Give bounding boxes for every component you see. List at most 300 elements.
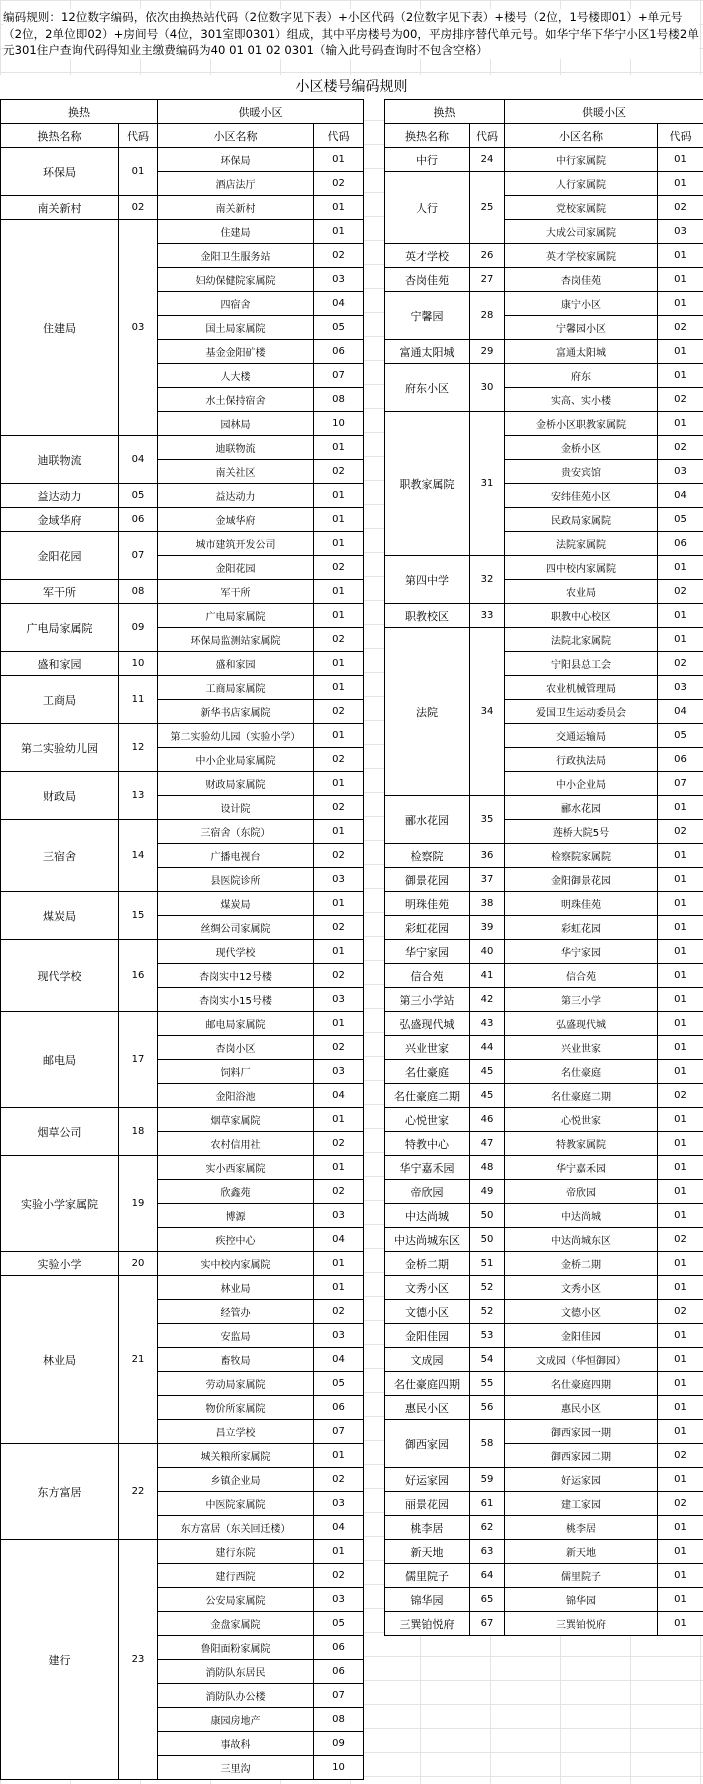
community-name: 公安局家属院 — [158, 1588, 314, 1612]
community-code: 06 — [314, 1396, 364, 1420]
community-code: 01 — [658, 1588, 703, 1612]
heat-station-name: 三巽铂悦府 — [385, 1612, 470, 1636]
table-row — [385, 844, 703, 868]
community-name: 乡镇企业局 — [158, 1468, 314, 1492]
community-name: 爱国卫生运动委员会 — [505, 700, 658, 724]
community-name: 博源 — [158, 1204, 314, 1228]
heat-station-name: 好运家园 — [385, 1468, 470, 1492]
heat-station-name: 名仕豪庭 — [385, 1060, 470, 1084]
community-name: 好运家园 — [505, 1468, 658, 1492]
heat-station-code: 40 — [470, 940, 505, 964]
heat-station-name: 迪联物流 — [1, 436, 119, 484]
heat-station-name: 第二实验幼儿园 — [1, 724, 119, 772]
table-row — [1, 1252, 364, 1276]
community-code: 01 — [314, 580, 364, 604]
community-name: 中医院家属院 — [158, 1492, 314, 1516]
community-name: 彩虹花园 — [505, 916, 658, 940]
heat-station-name: 林业局 — [1, 1276, 119, 1444]
community-name: 惠民小区 — [505, 1396, 658, 1420]
heat-station-name: 益达动力 — [1, 484, 119, 508]
community-name: 特教家属院 — [505, 1132, 658, 1156]
heat-station-code: 49 — [470, 1180, 505, 1204]
table-row — [385, 988, 703, 1012]
heat-code-header: 代码 — [470, 124, 505, 148]
community-name: 环保局监测站家属院 — [158, 628, 314, 652]
community-code: 02 — [658, 1300, 703, 1324]
community-code: 01 — [658, 796, 703, 820]
community-code: 04 — [658, 484, 703, 508]
community-code: 01 — [658, 1132, 703, 1156]
community-name: 物价所家属院 — [158, 1396, 314, 1420]
heat-station-code: 46 — [470, 1108, 505, 1132]
heat-station-code: 25 — [470, 172, 505, 244]
heat-station-code: 20 — [119, 1252, 158, 1276]
community-code: 04 — [314, 1084, 364, 1108]
community-name: 农村信用社 — [158, 1132, 314, 1156]
community-code: 08 — [314, 1708, 364, 1732]
supply-header: 供暖小区 — [505, 100, 703, 124]
community-name: 盛和家园 — [158, 652, 314, 676]
community-name: 迪联物流 — [158, 436, 314, 460]
table-row — [1, 820, 364, 844]
community-name: 水土保持宿舍 — [158, 388, 314, 412]
community-name: 财政局家属院 — [158, 772, 314, 796]
community-name: 行政执法局 — [505, 748, 658, 772]
community-name: 康宁小区 — [505, 292, 658, 316]
community-code: 02 — [314, 1300, 364, 1324]
community-name: 林业局 — [158, 1276, 314, 1300]
heat-station-name: 金桥二期 — [385, 1252, 470, 1276]
community-name: 明珠佳苑 — [505, 892, 658, 916]
heat-station-name: 御西家园 — [385, 1420, 470, 1468]
community-code: 01 — [658, 844, 703, 868]
community-code: 03 — [314, 988, 364, 1012]
community-code: 01 — [658, 1372, 703, 1396]
heat-station-name: 华宁嘉禾园 — [385, 1156, 470, 1180]
community-code: 01 — [658, 868, 703, 892]
heat-code-header: 代码 — [119, 124, 158, 148]
community-code: 01 — [314, 1108, 364, 1132]
community-name: 安纬佳苑小区 — [505, 484, 658, 508]
header-row-2 — [1, 124, 364, 148]
heat-station-code: 51 — [470, 1252, 505, 1276]
community-name: 杏岗佳苑 — [505, 268, 658, 292]
community-code: 02 — [658, 652, 703, 676]
community-name: 设计院 — [158, 796, 314, 820]
community-code: 01 — [658, 892, 703, 916]
heat-station-name: 兴业世家 — [385, 1036, 470, 1060]
heat-station-code: 04 — [119, 436, 158, 484]
community-name: 文德小区 — [505, 1300, 658, 1324]
community-code: 01 — [658, 1012, 703, 1036]
heat-station-code: 44 — [470, 1036, 505, 1060]
community-code: 01 — [658, 1396, 703, 1420]
community-name: 鲁阳面粉家属院 — [158, 1636, 314, 1660]
heat-station-name: 财政局 — [1, 772, 119, 820]
community-name: 基金金阳矿楼 — [158, 340, 314, 364]
community-name: 杏岗实小15号楼 — [158, 988, 314, 1012]
community-code: 01 — [314, 484, 364, 508]
community-name: 中行家属院 — [505, 148, 658, 172]
community-code: 01 — [658, 292, 703, 316]
table-row — [1, 676, 364, 700]
community-code: 03 — [314, 1324, 364, 1348]
heat-station-name: 金域华府 — [1, 508, 119, 532]
community-code: 03 — [314, 1588, 364, 1612]
community-code: 10 — [314, 412, 364, 436]
community-name: 广电局家属院 — [158, 604, 314, 628]
heat-station-name: 军干所 — [1, 580, 119, 604]
community-code: 02 — [314, 460, 364, 484]
community-name: 环保局 — [158, 148, 314, 172]
community-name: 华宁嘉禾园 — [505, 1156, 658, 1180]
community-name: 经管办 — [158, 1300, 314, 1324]
heat-station-code: 17 — [119, 1012, 158, 1108]
header-row-1 — [1, 100, 364, 124]
heat-station-name: 宁馨园 — [385, 292, 470, 340]
community-code: 03 — [314, 868, 364, 892]
community-code: 04 — [314, 1228, 364, 1252]
table-row — [1, 508, 364, 532]
heat-station-name: 御景花园 — [385, 868, 470, 892]
table-row — [1, 604, 364, 628]
community-code: 05 — [314, 1612, 364, 1636]
community-code: 02 — [658, 820, 703, 844]
community-code: 02 — [658, 316, 703, 340]
community-name: 饲料厂 — [158, 1060, 314, 1084]
community-name: 农业局 — [505, 580, 658, 604]
table-row — [385, 292, 703, 316]
heat-station-code: 56 — [470, 1396, 505, 1420]
heat-station-name: 华宁家园 — [385, 940, 470, 964]
community-code: 03 — [314, 1204, 364, 1228]
community-name: 法院家属院 — [505, 532, 658, 556]
heat-station-code: 62 — [470, 1516, 505, 1540]
community-name: 四宿舍 — [158, 292, 314, 316]
community-name: 邮电局家属院 — [158, 1012, 314, 1036]
table-row — [385, 1492, 703, 1516]
heat-name-header: 换热名称 — [1, 124, 119, 148]
community-name: 贵安宾馆 — [505, 460, 658, 484]
heat-station-code: 12 — [119, 724, 158, 772]
community-code: 01 — [314, 436, 364, 460]
table-row — [385, 268, 703, 292]
table-row — [385, 868, 703, 892]
heat-name-header: 换热名称 — [385, 124, 470, 148]
heat-station-name: 帝欣园 — [385, 1180, 470, 1204]
table-row — [385, 1060, 703, 1084]
community-code: 01 — [314, 892, 364, 916]
community-name: 职教中心校区 — [505, 604, 658, 628]
community-code: 06 — [314, 340, 364, 364]
community-code: 02 — [314, 796, 364, 820]
heat-station-name: 三宿舍 — [1, 820, 119, 892]
table-row — [1, 1444, 364, 1468]
table-row — [385, 964, 703, 988]
community-code: 02 — [658, 1084, 703, 1108]
community-name: 弘盛现代城 — [505, 1012, 658, 1036]
heat-station-code: 08 — [119, 580, 158, 604]
community-code: 10 — [314, 1756, 364, 1780]
community-code: 02 — [314, 1036, 364, 1060]
community-code: 05 — [658, 508, 703, 532]
heat-station-name: 丽景花园 — [385, 1492, 470, 1516]
table-row — [385, 1516, 703, 1540]
table-row — [1, 724, 364, 748]
community-code: 01 — [658, 1348, 703, 1372]
heat-station-name: 住建局 — [1, 220, 119, 436]
community-name: 民政局家属院 — [505, 508, 658, 532]
community-name: 城关粮所家属院 — [158, 1444, 314, 1468]
heat-station-code: 50 — [470, 1228, 505, 1252]
community-name: 华宁家园 — [505, 940, 658, 964]
heat-station-code: 15 — [119, 892, 158, 940]
community-code: 04 — [314, 1348, 364, 1372]
heat-station-name: 桃李居 — [385, 1516, 470, 1540]
community-code: 02 — [314, 844, 364, 868]
heat-station-name: 锦华园 — [385, 1588, 470, 1612]
heat-station-name: 明珠佳苑 — [385, 892, 470, 916]
community-code: 01 — [314, 772, 364, 796]
heat-station-name: 信合苑 — [385, 964, 470, 988]
right-table-body — [385, 100, 703, 1636]
community-name: 宁馨园小区 — [505, 316, 658, 340]
heat-station-name: 金阳花园 — [1, 532, 119, 580]
heat-station-name: 邮电局 — [1, 1012, 119, 1108]
community-code: 02 — [314, 916, 364, 940]
community-code: 01 — [314, 1252, 364, 1276]
heat-station-code: 48 — [470, 1156, 505, 1180]
community-name: 住建局 — [158, 220, 314, 244]
heat-station-name: 新天地 — [385, 1540, 470, 1564]
community-code: 02 — [658, 388, 703, 412]
community-name: 昌立学校 — [158, 1420, 314, 1444]
heat-station-code: 23 — [119, 1540, 158, 1780]
community-name: 南关社区 — [158, 460, 314, 484]
community-name: 烟草家属院 — [158, 1108, 314, 1132]
community-code: 01 — [658, 1108, 703, 1132]
community-code: 01 — [658, 1468, 703, 1492]
community-name: 东方富居（东关回迁楼） — [158, 1516, 314, 1540]
table-title: 小区楼号编码规则 — [0, 75, 703, 99]
community-name: 金阳御景花园 — [505, 868, 658, 892]
heat-station-code: 26 — [470, 244, 505, 268]
heat-station-name: 建行 — [1, 1540, 119, 1780]
heat-station-code: 43 — [470, 1012, 505, 1036]
community-code: 01 — [658, 628, 703, 652]
community-name: 兴业世家 — [505, 1036, 658, 1060]
community-code: 02 — [314, 172, 364, 196]
community-name: 名仕豪庭二期 — [505, 1084, 658, 1108]
table-row — [385, 1084, 703, 1108]
community-name: 金盘家属院 — [158, 1612, 314, 1636]
community-code-header: 代码 — [658, 124, 703, 148]
heat-station-code: 41 — [470, 964, 505, 988]
heat-station-code: 09 — [119, 604, 158, 652]
community-name: 儒里院子 — [505, 1564, 658, 1588]
table-row — [385, 244, 703, 268]
community-name: 事故科 — [158, 1732, 314, 1756]
community-name: 国土局家属院 — [158, 316, 314, 340]
community-name: 中达尚城东区 — [505, 1228, 658, 1252]
community-name: 名仕豪庭 — [505, 1060, 658, 1084]
supply-header: 供暖小区 — [158, 100, 364, 124]
heat-station-name: 现代学校 — [1, 940, 119, 1012]
heat-station-name: 中达尚城东区 — [385, 1228, 470, 1252]
heat-station-name: 英才学校 — [385, 244, 470, 268]
table-row — [385, 412, 703, 436]
heat-station-name: 烟草公司 — [1, 1108, 119, 1156]
community-code: 02 — [658, 1444, 703, 1468]
heat-station-code: 36 — [470, 844, 505, 868]
table-row — [1, 1276, 364, 1300]
table-row — [385, 1540, 703, 1564]
header-row-1 — [385, 100, 703, 124]
community-code: 06 — [314, 1660, 364, 1684]
community-code: 01 — [314, 1444, 364, 1468]
table-row — [385, 1276, 703, 1300]
community-name: 四中校内家属院 — [505, 556, 658, 580]
heat-station-code: 45 — [470, 1084, 505, 1108]
community-code: 01 — [314, 1276, 364, 1300]
table-row — [385, 1564, 703, 1588]
heat-station-code: 37 — [470, 868, 505, 892]
table-row — [1, 196, 364, 220]
community-code: 07 — [658, 772, 703, 796]
community-code: 01 — [658, 244, 703, 268]
table-row — [385, 1108, 703, 1132]
community-name-header: 小区名称 — [505, 124, 658, 148]
heat-station-code: 11 — [119, 676, 158, 724]
heat-station-name: 环保局 — [1, 148, 119, 196]
community-name: 文秀小区 — [505, 1276, 658, 1300]
left-code-table — [0, 99, 364, 1780]
community-name: 三宿舍（东院） — [158, 820, 314, 844]
heat-station-code: 65 — [470, 1588, 505, 1612]
table-row — [385, 148, 703, 172]
community-name: 妇幼保健院家属院 — [158, 268, 314, 292]
community-code: 06 — [658, 532, 703, 556]
community-name: 南关新村 — [158, 196, 314, 220]
heat-station-name: 检察院 — [385, 844, 470, 868]
community-name: 康园房地产 — [158, 1708, 314, 1732]
heat-station-code: 42 — [470, 988, 505, 1012]
table-row — [1, 1108, 364, 1132]
community-name: 欣鑫苑 — [158, 1180, 314, 1204]
community-code: 01 — [658, 964, 703, 988]
table-row — [1, 436, 364, 460]
heat-station-code: 50 — [470, 1204, 505, 1228]
community-code: 01 — [314, 220, 364, 244]
table-row — [1, 484, 364, 508]
community-name: 园林局 — [158, 412, 314, 436]
community-name: 宁阳县总工会 — [505, 652, 658, 676]
community-code: 02 — [314, 244, 364, 268]
community-code: 01 — [658, 1612, 703, 1636]
table-row — [1, 148, 364, 172]
heat-station-code: 07 — [119, 532, 158, 580]
community-code: 01 — [658, 268, 703, 292]
heat-station-code: 52 — [470, 1276, 505, 1300]
community-code: 03 — [658, 460, 703, 484]
coding-rule-text: 编码规则：12位数字编码，依次由换热站代码（2位数字见下表）+小区代码（2位数字见下表）+楼号（2位，1号楼即01）+单元号（2位，2单位即02）+房间号（4位，301室即0301）组成，其中平房楼号为00，平房排序替代单元号。如华宁华下华宁小区1号楼2单元301住户查询代码得知业主缴费编码为40 01 01 02 0301（输入此号码查询时不包含空格） — [3, 10, 699, 58]
heat-station-name: 文秀小区 — [385, 1276, 470, 1300]
heat-station-name: 金阳佳园 — [385, 1324, 470, 1348]
table-row — [385, 916, 703, 940]
heat-station-name: 职教校区 — [385, 604, 470, 628]
community-name: 实小西家属院 — [158, 1156, 314, 1180]
community-name: 三里沟 — [158, 1756, 314, 1780]
heat-station-code: 47 — [470, 1132, 505, 1156]
heat-station-code: 03 — [119, 220, 158, 436]
heat-station-code: 64 — [470, 1564, 505, 1588]
community-name: 大成公司家属院 — [505, 220, 658, 244]
community-name: 郦水花园 — [505, 796, 658, 820]
community-code: 01 — [314, 676, 364, 700]
table-row — [385, 1132, 703, 1156]
community-name: 中小企业局 — [505, 772, 658, 796]
community-name: 桃李居 — [505, 1516, 658, 1540]
community-name: 疾控中心 — [158, 1228, 314, 1252]
community-code: 01 — [658, 1276, 703, 1300]
heat-station-name: 实验小学 — [1, 1252, 119, 1276]
heat-station-name: 第三小学站 — [385, 988, 470, 1012]
community-code: 02 — [314, 628, 364, 652]
community-name: 丝绸公司家属院 — [158, 916, 314, 940]
heat-station-code: 21 — [119, 1276, 158, 1444]
community-code: 04 — [658, 700, 703, 724]
community-name: 建工家园 — [505, 1492, 658, 1516]
community-name: 劳动局家属院 — [158, 1372, 314, 1396]
community-name: 信合苑 — [505, 964, 658, 988]
heat-station-code: 24 — [470, 148, 505, 172]
community-name: 农业机械管理局 — [505, 676, 658, 700]
table-row — [1, 772, 364, 796]
community-name-header: 小区名称 — [158, 124, 314, 148]
table-row — [385, 628, 703, 652]
heat-station-code: 16 — [119, 940, 158, 1012]
community-name: 杏岗小区 — [158, 1036, 314, 1060]
community-name: 人行家属院 — [505, 172, 658, 196]
table-row — [385, 1420, 703, 1444]
community-code: 02 — [658, 580, 703, 604]
community-code: 02 — [314, 700, 364, 724]
heat-station-code: 06 — [119, 508, 158, 532]
community-name: 府东 — [505, 364, 658, 388]
heat-station-name: 弘盛现代城 — [385, 1012, 470, 1036]
community-code: 01 — [658, 1516, 703, 1540]
community-name: 莲桥大院5号 — [505, 820, 658, 844]
table-row — [385, 1036, 703, 1060]
table-row — [385, 172, 703, 196]
community-name: 帝欣园 — [505, 1180, 658, 1204]
community-name: 金桥小区职教家属院 — [505, 412, 658, 436]
community-code: 01 — [658, 916, 703, 940]
table-row — [1, 1156, 364, 1180]
community-name: 安监局 — [158, 1324, 314, 1348]
community-code: 02 — [314, 748, 364, 772]
table-row — [385, 892, 703, 916]
heat-station-code: 05 — [119, 484, 158, 508]
heat-station-code: 52 — [470, 1300, 505, 1324]
community-name: 畜牧局 — [158, 1348, 314, 1372]
heat-station-code: 31 — [470, 412, 505, 556]
community-code: 01 — [658, 604, 703, 628]
community-name: 酒店法厅 — [158, 172, 314, 196]
community-name: 第二实验幼儿园（实验小学） — [158, 724, 314, 748]
community-code: 01 — [658, 340, 703, 364]
community-name: 实中校内家属院 — [158, 1252, 314, 1276]
